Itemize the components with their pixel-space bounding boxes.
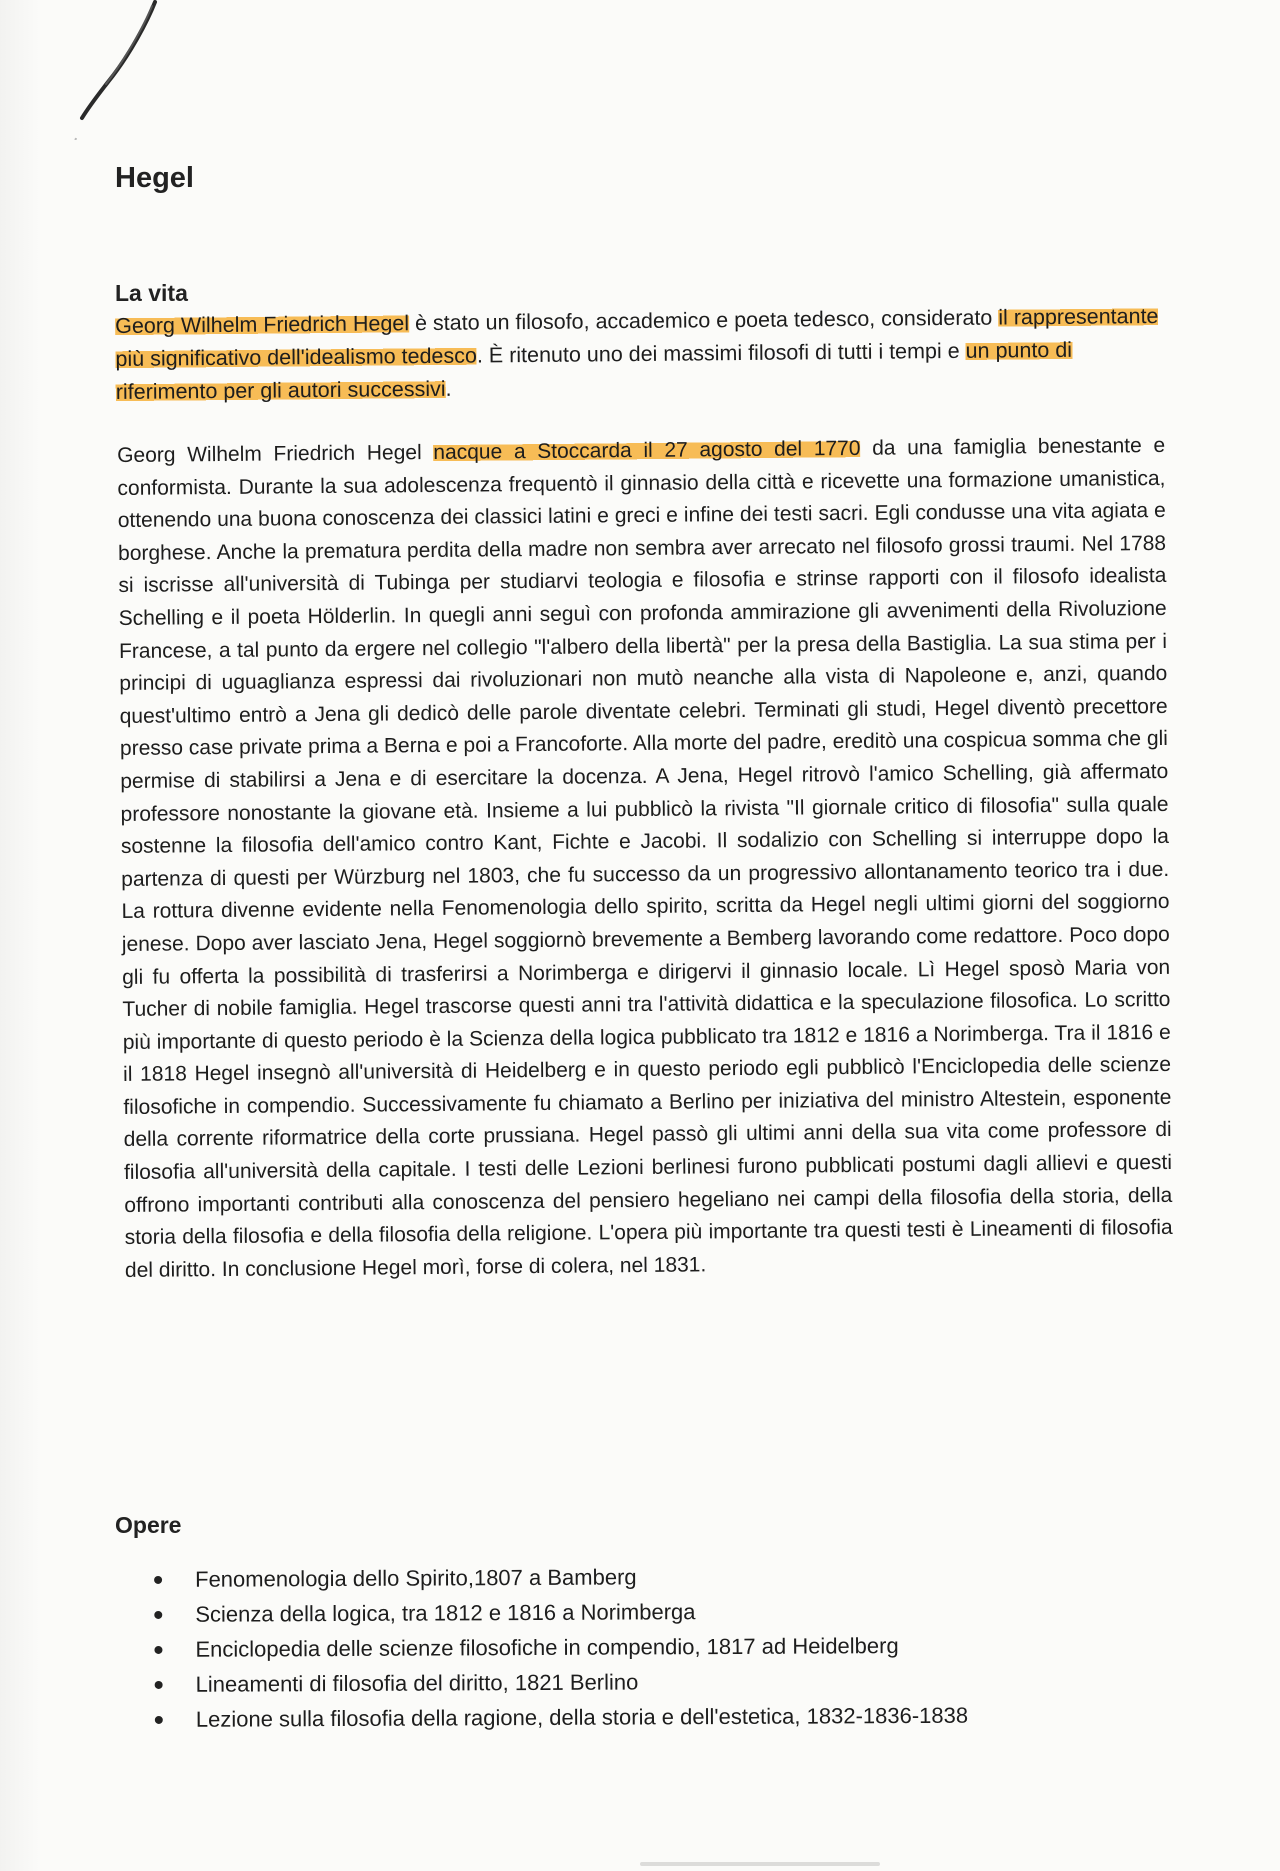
paragraph-text: . È ritenuto uno dei massimi filosofi di tutti i tempi e bbox=[476, 338, 966, 368]
bullet-dot-icon bbox=[155, 1716, 163, 1724]
list-item bbox=[151, 1697, 1171, 1737]
list-item bbox=[151, 1662, 1171, 1702]
paragraph-text: . bbox=[445, 376, 452, 401]
list-item-text: Scienza della logica, tra 1812 e 1816 a Norimberga bbox=[195, 1599, 696, 1627]
paragraph-text: Georg Wilhelm Friedrich Hegel bbox=[117, 440, 434, 467]
bullet-dot-icon bbox=[154, 1646, 162, 1654]
bullet-dot-icon bbox=[155, 1681, 163, 1689]
bullet-dot-icon bbox=[154, 1611, 162, 1619]
highlighted-text: il rappresentante più significativo dell'idealismo tedesco bbox=[115, 303, 1159, 371]
list-item-text: Enciclopedia delle scienze filosofiche in compendio, 1817 ad Heidelberg bbox=[195, 1633, 899, 1662]
pen-stroke-icon bbox=[60, 0, 170, 140]
list-item bbox=[150, 1627, 1170, 1667]
list-item bbox=[150, 1557, 1170, 1597]
scan-artifact bbox=[640, 1862, 880, 1866]
scan-edge-shadow bbox=[0, 0, 40, 1871]
section-heading-life: La vita bbox=[115, 280, 188, 306]
page-title: Hegel bbox=[115, 162, 194, 194]
paragraph-text: da una famiglia benestante e conformista. Durante la sua adolescenza frequentò il ginnasio della città e ricevette una formazione umanistica, ottenendo una buona conoscenza dei classici latini e greci e infine dei testi sacri. Egli condusse una vita agiata e borghese. Anche la prematura perdita della madre non sembra aver arrecato nel filosofo grossi traumi. Nel 1788 si iscrisse all'università di Tubinga per studiarvi teologia e filosofia e strinse rapporti con il filosofo idealista Schelling e il poeta Hölderlin. In quegli anni seguì con profonda ammirazione gli avvenimenti della Rivoluzione Francese, a tal punto da ergere nel collegio "l'albero della libertà" per la presa della Bastiglia. La sua stima per i principi di uguaglianza espressi dai rivoluzionari non mutò neanche alla vista di Napoleone e, anzi, quando quest'ultimo entrò a Jena gli dedicò delle parole diventate celebri. Terminati gli studi, Hegel diventò precettore presso case private prima a Berna e poi a Francoforte. Alla morte del padre, ereditò una cospicua somma che gli permise di stabilirsi a Jena e di esercitare la docenza. A Jena, Hegel ritrovò l'amico Schelling, già affermato professore nonostante la giovane età. Insieme a lui pubblicò la rivista "Il giornale critico di filosofia" sulla quale sostenne la filosofia dell'amico contro Kant, Fichte e Jacobi. Il sodalizio con Schelling si interruppe dopo la partenza di questi per Würzburg nel 1803, che fu successo da un progressivo allontanamento teorico tra i due. La rottura divenne evidente nella Fenomenologia dello spirito, scritta da Hegel negli ultimi giorni del soggiorno jenese. Dopo aver lasciato Jena, Hegel soggiornò brevemente a Bemberg lavorando come redattore. Poco dopo gli fu offerta la possibilità di trasferirsi a Norimberga e dirigervi il ginnasio locale. Lì Hegel sposò Maria von Tucher di nobile famiglia. Hegel trascorse questi anni tra l'attività didattica e la speculazione filosofica. Lo scritto più importante di questo periodo è la Scienza della logica pubblicato tra 1812 e 1816 a Norimberga. Tra il 1816 e il 1818 Hegel insegnò all'università di Heidelberg e in questo periodo egli pubblicò l'Enciclopedia delle scienze filosofiche in compendio. Successivamente fu chiamato a Berlino per iniziativa del ministro Altestein, esponente della corrente riformatrice della corte prussiana. Hegel passò gli ultimi anni della sua vita come professore di filosofia all'università della capitale. I testi delle Lezioni berlinesi furono pubblicati postumi dagli allievi e questi offrono importanti contributi alla conoscenza del pensiero hegeliano nei campi della filosofia della storia, della storia della filosofia e della filosofia della religione. L'opera più importante tra questi testi è Lineamenti di filosofia del diritto. In conclusione Hegel morì, forse di colera, nel 1831. bbox=[117, 433, 1173, 1282]
paragraph-text: è stato un filosofo, accademico e poeta tedesco, considerato bbox=[408, 305, 999, 336]
highlighted-text: un punto di riferimento per gli autori successivi bbox=[115, 337, 1073, 404]
bullet-dot-icon bbox=[154, 1576, 162, 1584]
highlighted-text: Georg Wilhelm Friedrich Hegel bbox=[115, 311, 410, 338]
biography-paragraph bbox=[117, 430, 1173, 1287]
highlighted-text: nacque a Stoccarda il 27 agosto del 1770 bbox=[433, 436, 861, 464]
list-item-text: Lezione sulla filosofia della ragione, della storia e dell'estetica, 1832-1836-1838 bbox=[195, 1702, 969, 1732]
list-item-text: Fenomenologia dello Spirito,1807 a Bamberg bbox=[195, 1564, 637, 1592]
section-heading-works: Opere bbox=[115, 1512, 182, 1538]
works-list bbox=[150, 1557, 1171, 1737]
list-item bbox=[150, 1592, 1170, 1632]
intro-paragraph bbox=[115, 300, 1168, 409]
list-item-text: Lineamenti di filosofia del diritto, 1821 Berlino bbox=[195, 1669, 639, 1697]
